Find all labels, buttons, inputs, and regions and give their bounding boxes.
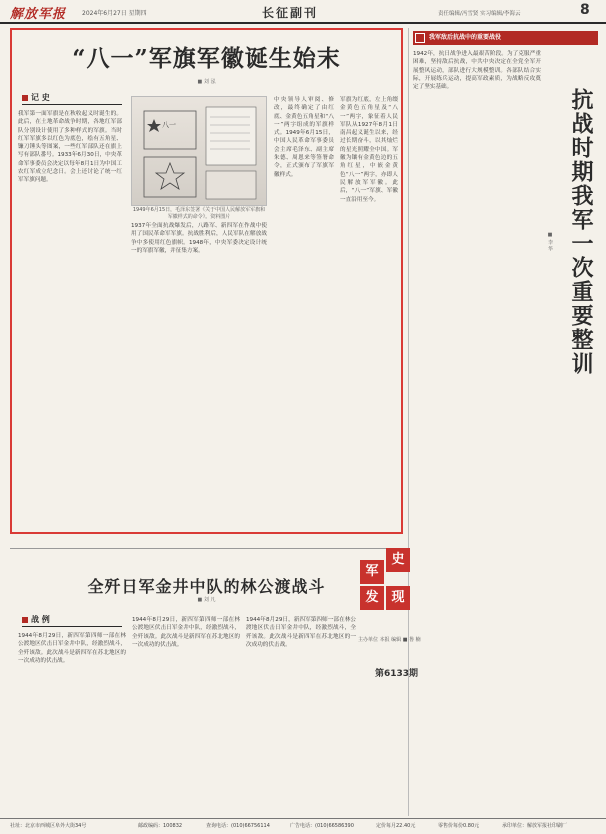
- issue-number: 第6133期: [375, 669, 419, 679]
- article-column-1: [18, 110, 122, 530]
- second-article-title[interactable]: 全歼日军金井中队的林公渡战斗: [87, 577, 326, 596]
- footer-address: 社址：北京市西城区阜外大街34号: [10, 823, 87, 829]
- divider: [22, 626, 122, 627]
- feature-tile: 史: [386, 548, 410, 572]
- slug-label: 战 例: [31, 615, 50, 624]
- footer-zip: 邮政编码：100832: [138, 823, 183, 829]
- paragraph: 我军第一面军旗是在秋收起义时诞生的。此后，在土地革命战争时期，各地红军部队分别设计使用了多种样式的军旗。当时红军军旗多以红色为底色，绘有五角星、镰刀锤头等图案，一些红军部队还在旗上写有部队番号。1933年6月30日，中央革命军事委员会决定以每年8月1日为中国工农红军成立纪念日。会上还讨论了统一红军军旗问题。: [18, 111, 122, 184]
- editors-line: 责任编辑/冯雪贤 实习编辑/李海云: [438, 11, 521, 17]
- masthead-logo: 解放军报: [10, 7, 67, 22]
- right-article-column: [413, 50, 541, 810]
- second-article-byline: ■ 刘 凡: [197, 597, 216, 603]
- footer-phone: 查询电话：(010)66756114: [206, 823, 270, 829]
- right-article-title[interactable]: 抗战时期我军一次重要整训: [568, 88, 594, 376]
- slug-marker-icon: [22, 95, 28, 101]
- second-article-column-1: [18, 632, 126, 812]
- second-article-column-2: [132, 616, 240, 812]
- page-header: [0, 0, 606, 24]
- article-byline: ■ 刘 泓: [197, 79, 216, 85]
- paragraph: 军旗为红底，左上角缀金黄色五角星及“八一”两字，象征着人民军队从1927年8月1日南昌起义诞生以来，经过长期奋斗，以其灿烂的星光照耀全中国。军徽为镶有金黄色边的五角红星，中嵌金黄色“八一”两字，亦即人民解放军军徽。此后，“八一”军旗、军徽一直沿用至今。: [340, 97, 398, 203]
- flag-illustration-icon: [132, 97, 268, 207]
- section-slug: [22, 614, 50, 625]
- page-number: 8: [580, 2, 590, 18]
- editor-line: 主办单位 本报 编辑 ■ 鲁 楠: [358, 637, 421, 643]
- footer-price: 定价每月22.40元: [376, 823, 416, 829]
- page-footer: [0, 818, 606, 834]
- section-title: 长征副刊: [262, 6, 319, 20]
- paragraph: 1944年8月29日，新四军第四师一部在林公渡地区伏击日军金井中队，经激烈战斗，全歼该敌。此次战斗是新四军在苏北地区的一次成功的伏击战。: [246, 617, 356, 648]
- footer-printer: 承印单位：解放军报社印刷厂: [502, 823, 568, 829]
- feature-tile: 军: [360, 560, 384, 584]
- right-section-slug: 我军敌后抗战中的重要战役: [413, 31, 598, 45]
- second-article-column-3: [246, 616, 356, 812]
- column-divider: [408, 28, 409, 816]
- section-slug: [22, 92, 50, 103]
- photo-caption: 1949年6月15日，毛泽东签署《关于中国人民解放军军旗和军徽样式的命令》。资料图片: [132, 207, 266, 220]
- divider: [10, 548, 403, 549]
- article-column-3: [274, 96, 334, 530]
- paragraph: 中央领导人审阅、修改，最终确定了由红底、金黄色五角星和“八一”两字组成的军旗样式。1949年6月15日，中国人民革命军事委员会主席毛泽东、副主席朱德、周恩来等签署命令，正式颁布了军旗军徽样式。: [274, 97, 334, 178]
- feature-tile: 发: [360, 586, 384, 610]
- article-photo: [131, 96, 267, 206]
- article-title[interactable]: “八一”军旗军徽诞生始末: [72, 45, 341, 72]
- slug-box-icon: [415, 33, 425, 43]
- paragraph: 1944年8月29日，新四军第四师一部在林公渡地区伏击日军金井中队，经激烈战斗，全歼该敌。此次战斗是新四军在苏北地区的一次成功的伏击战。: [132, 617, 240, 648]
- svg-text:八一: 八一: [162, 121, 176, 129]
- divider: [22, 104, 122, 105]
- paragraph: 1944年8月29日，新四军第四师一部在林公渡地区伏击日军金井中队，经激烈战斗，全歼该敌。此次战斗是新四军在苏北地区的一次成功的伏击战。: [18, 633, 126, 664]
- footer-print-price: 零售价每份0.80元: [438, 823, 480, 829]
- footer-phone-ad: 广告电话：(010)66586390: [290, 823, 354, 829]
- issue-date: 2024年6月27日 星期四: [82, 10, 147, 17]
- paragraph: 1942年，抗日战争进入最艰苦阶段。为了克服严重困难，坚持敌后抗战，中共中央决定在全党全军开展整风运动，部队进行大规模整训。各部队结合实际，开展练兵运动，提高军政素质，为战略反攻奠定了坚实基础。: [413, 51, 541, 91]
- paragraph: 1937年全面抗战爆发后，八路军、新四军在作战中使用了国民革命军军旗。抗战胜利后，人民军队在解放战争中多使用红色旗帜。1948年，中央军委决定设计统一的军旗军徽，并征集方案。: [131, 223, 267, 254]
- feature-tile: 现: [386, 586, 410, 610]
- article-column-4: [340, 96, 398, 530]
- right-article-byline: ■ 李 华: [547, 232, 553, 252]
- slug-marker-icon: [22, 617, 28, 623]
- article-column-2: [131, 222, 267, 530]
- slug-label: 记 史: [31, 93, 50, 102]
